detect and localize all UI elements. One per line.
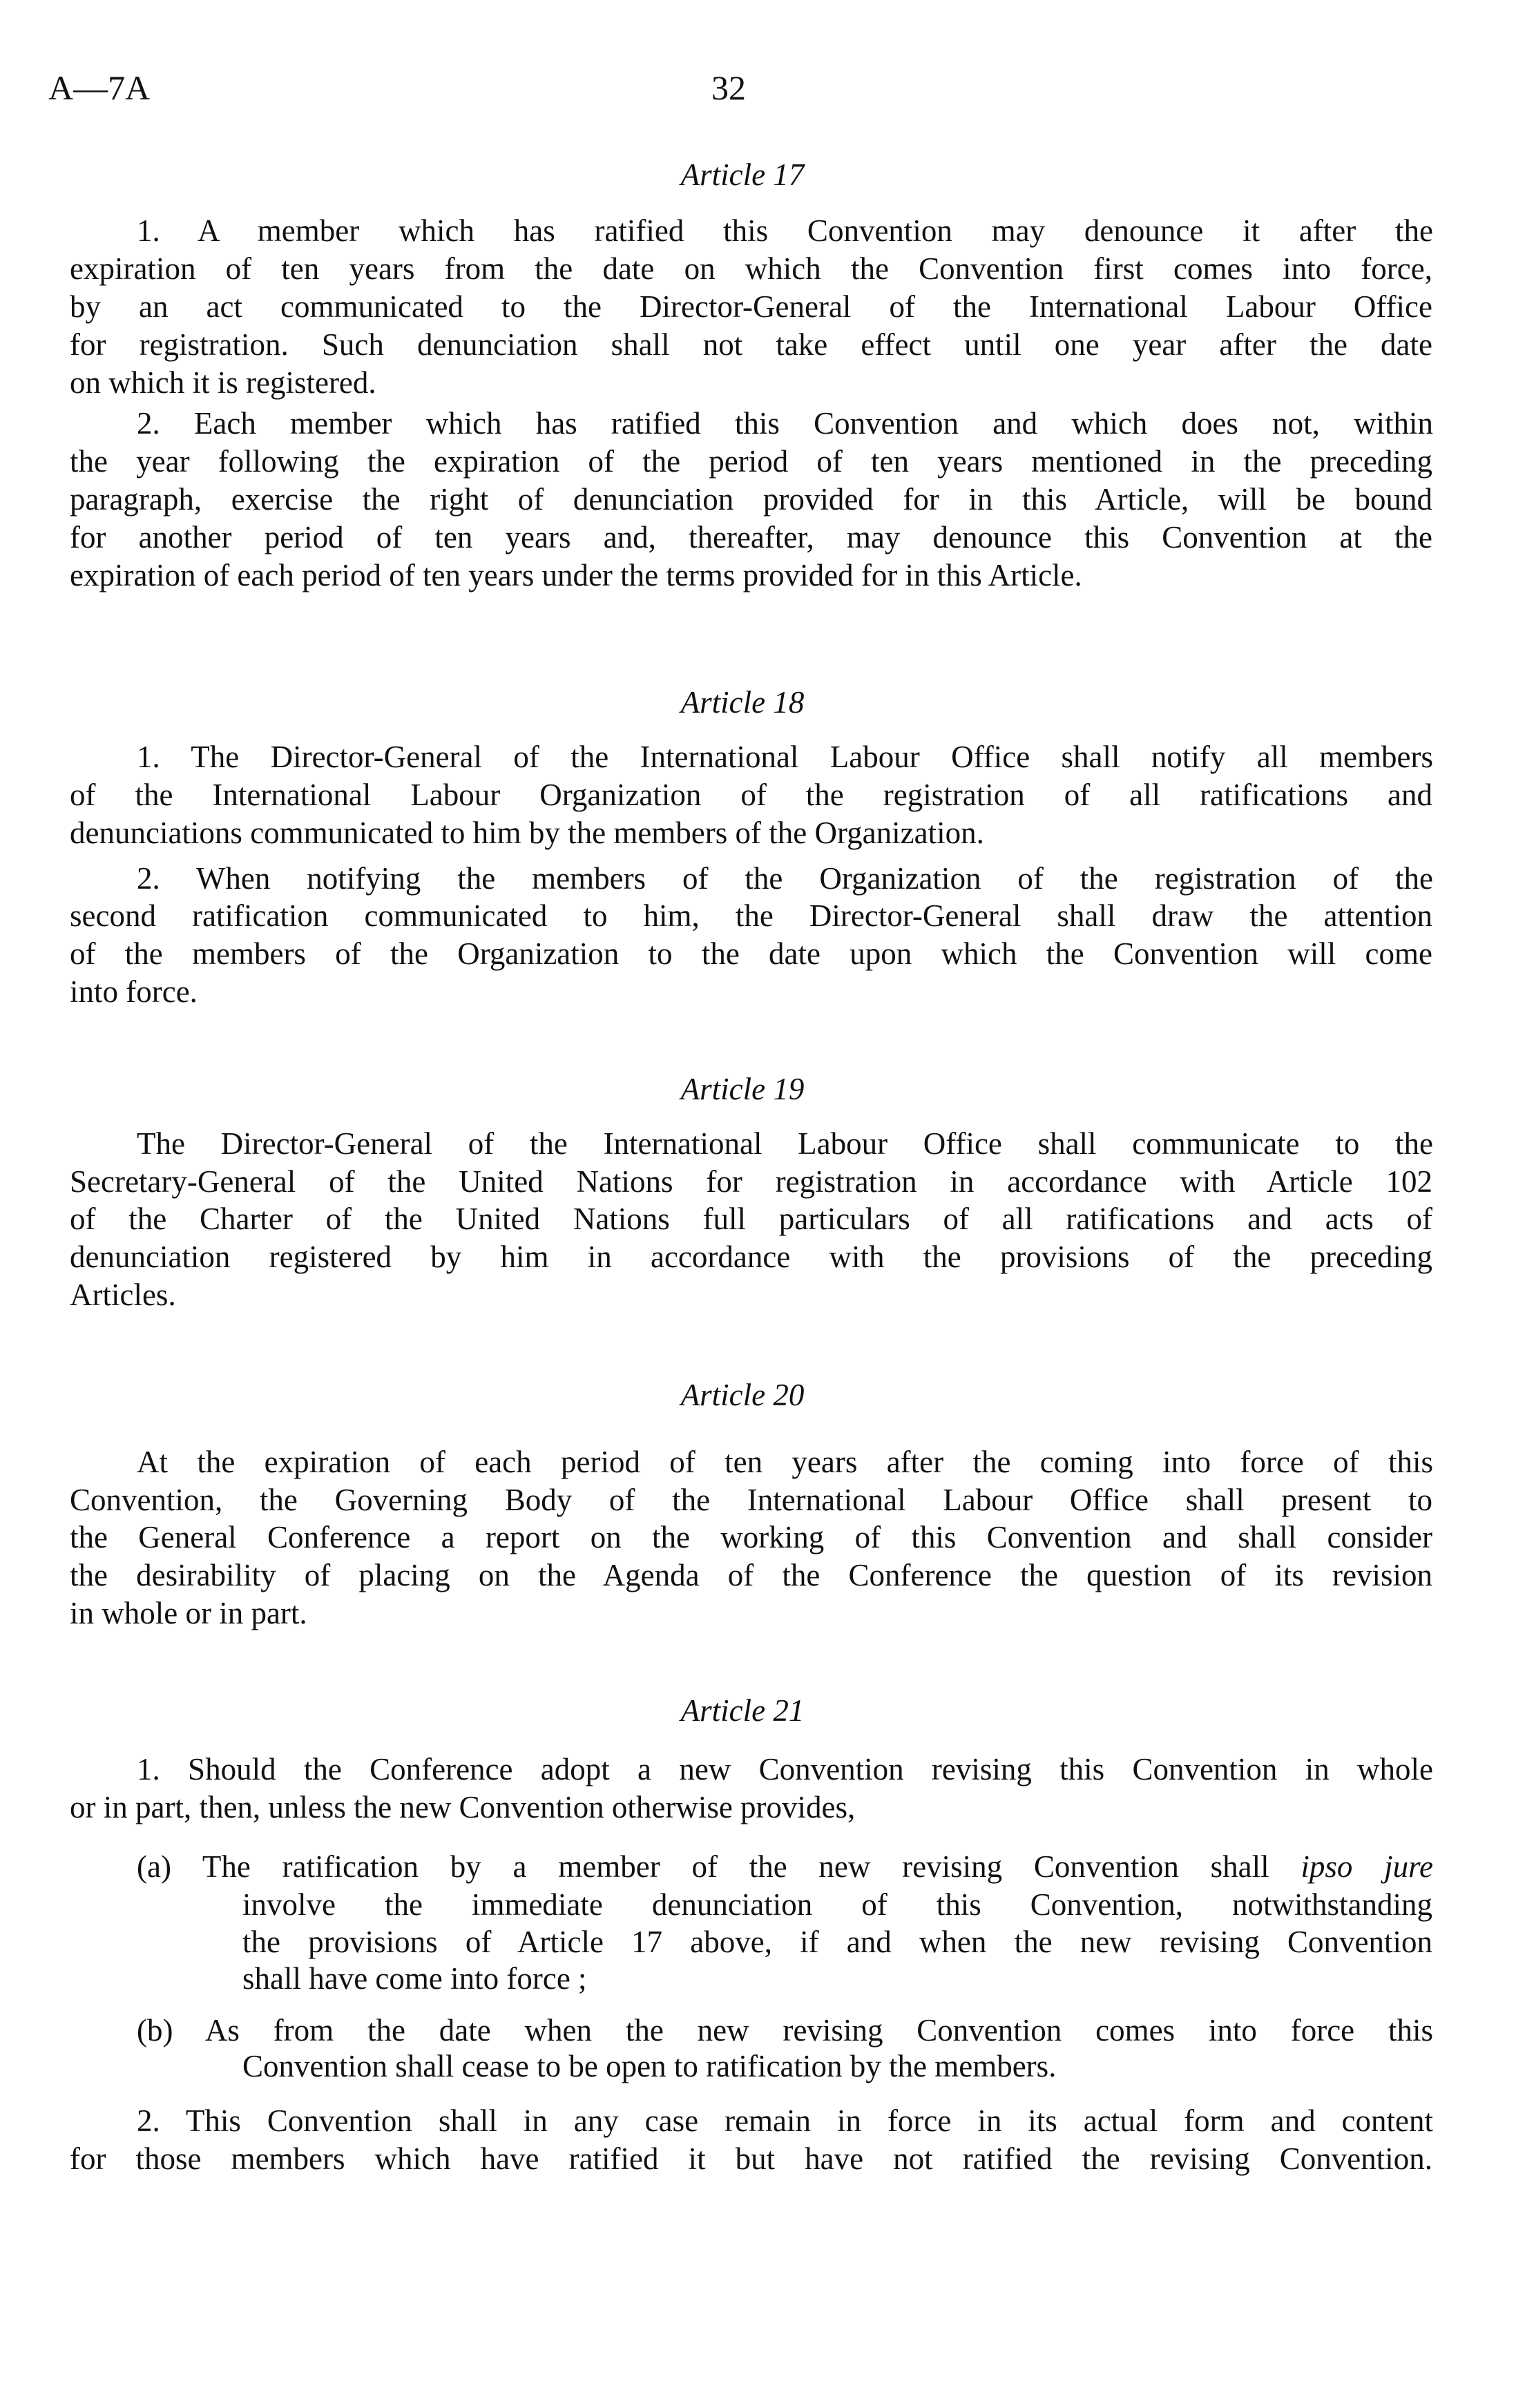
paragraph-line: of the members of the Organization to the date upon which the Convention will come — [70, 936, 1432, 971]
paragraph-line: the year following the expiration of the period of ten years mentioned in the preceding — [70, 444, 1432, 479]
list-item-line: (b) As from the date when the new revising Convention comes into force this — [137, 2013, 1433, 2048]
list-item-line: involve the immediate denunciation of this Convention, notwithstanding — [242, 1887, 1432, 1922]
article-heading: Article 21 — [680, 1693, 805, 1728]
paragraph-line: 2. Each member which has ratified this Convention and which does not, within — [137, 406, 1433, 441]
paragraph-line: on which it is registered. — [70, 365, 376, 400]
page-number: 32 — [711, 68, 746, 107]
paragraph-line: expiration of ten years from the date on which the Convention first comes into force, — [70, 251, 1432, 286]
paragraph-line: of the International Labour Organization of the registration of all ratifications and — [70, 778, 1432, 812]
paragraph-line: 1. The Director-General of the International Labour Office shall notify all members — [137, 740, 1433, 774]
article-heading: Article 17 — [680, 157, 805, 192]
paragraph-line: The Director-General of the International Labour Office shall communicate to the — [137, 1126, 1433, 1161]
paragraph-line: or in part, then, unless the new Convention otherwise provides, — [70, 1790, 856, 1824]
paragraph-line: second ratification communicated to him, the Director-General shall draw the attention — [70, 898, 1432, 933]
paragraph-line: denunciation registered by him in accordance with the provisions of the preceding — [70, 1240, 1432, 1274]
paragraph-line: into force. — [70, 974, 198, 1009]
paragraph-line: the General Conference a report on the working of this Convention and shall consider — [70, 1520, 1432, 1554]
italic-phrase: ipso jure — [1301, 1849, 1433, 1884]
article-heading: Article 19 — [680, 1072, 805, 1106]
paragraph-line: Articles. — [70, 1278, 176, 1312]
document-code: A—7A — [48, 68, 151, 107]
paragraph-line: 2. This Convention shall in any case remain in force in its actual form and content — [137, 2103, 1433, 2138]
article-heading: Article 18 — [680, 685, 805, 720]
paragraph-line: At the expiration of each period of ten years after the coming into force of this — [137, 1445, 1433, 1479]
list-item-line: shall have come into force ; — [242, 1961, 587, 1996]
paragraph-line: by an act communicated to the Director-General of the International Labour Office — [70, 289, 1432, 324]
text: (a) The ratification by a member of the new revising Convention shall — [137, 1849, 1301, 1884]
list-item-line: the provisions of Article 17 above, if and when the new revising Convention — [242, 1925, 1432, 1959]
list-item-line: Convention shall cease to be open to ratification by the members. — [242, 2049, 1057, 2083]
paragraph-line: 2. When notifying the members of the Organization of the registration of the — [137, 861, 1433, 896]
paragraph-line: for those members which have ratified it but have not ratified the revising Convention. — [70, 2141, 1432, 2176]
paragraph-line: in whole or in part. — [70, 1596, 307, 1630]
paragraph-line: for another period of ten years and, thereafter, may denounce this Convention at the — [70, 520, 1432, 555]
paragraph-line: the desirability of placing on the Agenda of the Conference the question of its revision — [70, 1558, 1432, 1592]
paragraph-line: Convention, the Governing Body of the International Labour Office shall present to — [70, 1483, 1432, 1517]
paragraph-line: 1. Should the Conference adopt a new Convention revising this Convention in whole — [137, 1752, 1433, 1786]
paragraph-line: denunciations communicated to him by the members of the Organization. — [70, 816, 984, 850]
paragraph-line: for registration. Such denunciation shall not take effect until one year after the date — [70, 327, 1432, 362]
list-item-line — [137, 1848, 1433, 1886]
paragraph-line: of the Charter of the United Nations full particulars of all ratifications and acts of — [70, 1202, 1432, 1236]
paragraph-line: Secretary-General of the United Nations for registration in accordance with Article 102 — [70, 1164, 1432, 1199]
paragraph-line: paragraph, exercise the right of denunciation provided for in this Article, will be bound — [70, 482, 1432, 517]
paragraph-line: expiration of each period of ten years under the terms provided for in this Article. — [70, 558, 1082, 593]
article-heading: Article 20 — [680, 1378, 805, 1412]
paragraph-line: 1. A member which has ratified this Convention may denounce it after the — [137, 213, 1433, 248]
